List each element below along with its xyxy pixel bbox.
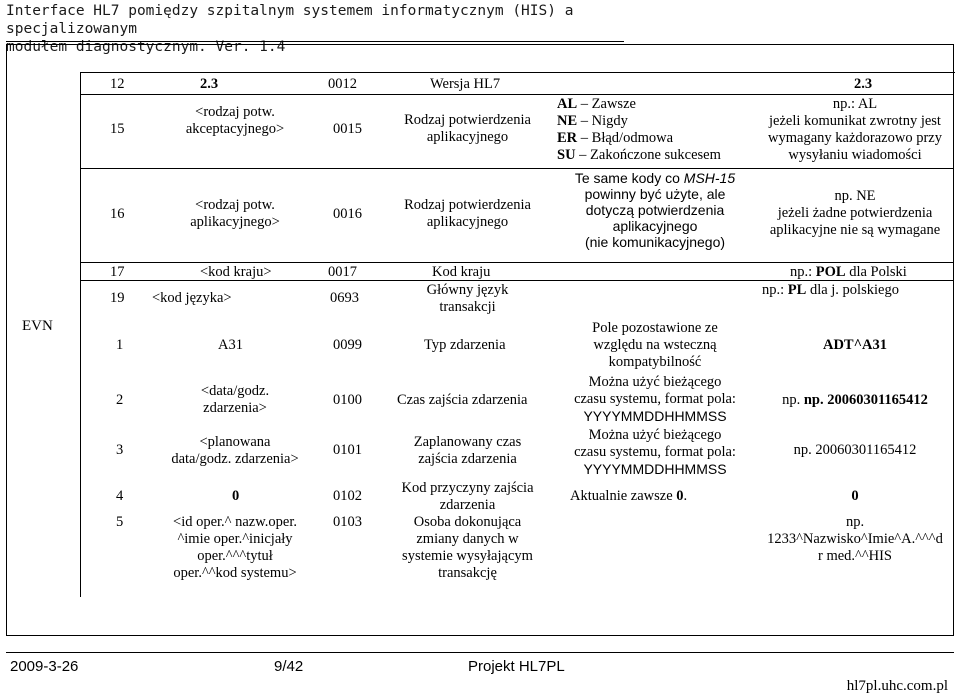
- field-code: 0015: [333, 121, 362, 137]
- field-type: 0: [232, 488, 240, 504]
- field-desc: Aktualnie zawsze 0.: [570, 488, 688, 504]
- field-type: <kod kraju>: [200, 264, 272, 280]
- field-example: np. 1233^Nazwisko^Imie^A.^^^d r med.^^HIS: [767, 514, 943, 564]
- field-type: <rodzaj potw. akceptacyjnego>: [185, 104, 285, 137]
- footer-project: Projekt HL7PL: [468, 658, 565, 675]
- field-code: 0012: [328, 76, 357, 92]
- field-name: Wersja HL7: [430, 76, 501, 92]
- header-line-2: modułem diagnostycznym. Ver. 1.4: [6, 39, 286, 55]
- field-code: 0101: [333, 442, 362, 458]
- row-rule: [80, 168, 954, 169]
- row-rule: [80, 262, 954, 263]
- field-name: Typ zdarzenia: [424, 337, 506, 353]
- footer-rule: [6, 652, 954, 653]
- field-example: 0: [851, 488, 859, 504]
- field-example: np. np. 20060301165412: [782, 392, 928, 408]
- field-code: 0016: [333, 206, 362, 222]
- field-num: 12: [110, 76, 125, 92]
- field-type: <planowana data/godz. zdarzenia>: [171, 434, 299, 467]
- field-name: Osoba dokonująca zmiany danych w systemie wysyłającym transakcję: [402, 514, 533, 581]
- field-code: 0100: [333, 392, 362, 408]
- header-rule: [6, 41, 624, 42]
- field-type: 2.3: [200, 76, 219, 92]
- field-desc: Można użyć bieżącego czasu systemu, format pola: YYYYMMDDHHMMSS: [574, 427, 736, 477]
- field-num: 15: [110, 121, 125, 137]
- field-num: 4: [116, 488, 124, 504]
- field-name: Zaplanowany czas zajścia zdarzenia: [413, 434, 522, 467]
- field-value: 2.3: [854, 76, 873, 92]
- field-example: np.: AL jeżeli komunikat zwrotny jest wymagany każdorazowo przy wysyłaniu wiadomości: [768, 96, 942, 163]
- field-num: 5: [116, 514, 124, 530]
- field-code: 0693: [330, 290, 359, 306]
- field-num: 16: [110, 206, 125, 222]
- header-line-1: Interface HL7 pomiędzy szpitalnym systemem informatycznym (HIS) a specjalizowanym: [6, 3, 574, 37]
- field-name: Kod przyczyny zajścia zdarzenia: [401, 480, 534, 513]
- field-code: 0102: [333, 488, 362, 504]
- segment-name: EVN: [22, 318, 53, 334]
- field-type: <rodzaj potw. aplikacyjnego>: [190, 197, 280, 230]
- field-example: np. NE jeżeli żadne potwierdzenia aplikacyjne nie są wymagane: [769, 188, 941, 238]
- field-name: Główny język transakcji: [426, 282, 509, 315]
- footer-page: 9/42: [274, 658, 304, 675]
- field-code: 0099: [333, 337, 362, 353]
- field-example: np. 20060301165412: [793, 442, 917, 458]
- field-num: 2: [116, 392, 124, 408]
- field-code: 0103: [333, 514, 362, 530]
- field-type: <data/godz. zdarzenia>: [200, 383, 270, 416]
- field-desc: Te same kody co MSH-15 powinny być użyte, ale dotyczą potwierdzenia aplikacyjnego (nie komunikacyjnego): [574, 170, 736, 250]
- field-name: Czas zajścia zdarzenia: [397, 392, 528, 408]
- field-desc: AL – Zawsze NE – Nigdy ER – Błąd/odmowa SU – Zakończone sukcesem: [557, 96, 721, 163]
- field-num: 1: [116, 337, 124, 353]
- field-example: np.: POL dla Polski: [790, 264, 907, 280]
- field-code: 0017: [328, 264, 357, 280]
- row-rule: [80, 94, 954, 95]
- field-name: Rodzaj potwierdzenia aplikacyjnego: [404, 112, 531, 145]
- field-example: ADT^A31: [822, 337, 887, 353]
- field-name: Rodzaj potwierdzenia aplikacyjnego: [404, 197, 531, 230]
- footer-date: 2009-3-26: [10, 658, 79, 675]
- field-type: A31: [218, 337, 243, 353]
- footer-site: hl7pl.uhc.com.pl: [846, 678, 948, 694]
- field-type: <id oper.^ nazw.oper. ^imie oper.^inicjały oper.^^^tytuł oper.^^kod systemu>: [173, 514, 297, 581]
- field-num: 17: [110, 264, 125, 280]
- field-type: <kod języka>: [152, 290, 232, 306]
- field-example: np.: PL dla j. polskiego: [762, 282, 899, 298]
- field-desc: Pole pozostawione ze względu na wsteczną kompatybilność: [592, 320, 718, 370]
- field-num: 19: [110, 290, 125, 306]
- field-desc: Można użyć bieżącego czasu systemu, format pola: YYYYMMDDHHMMSS: [574, 374, 736, 424]
- field-num: 3: [116, 442, 124, 458]
- field-name: Kod kraju: [432, 264, 491, 280]
